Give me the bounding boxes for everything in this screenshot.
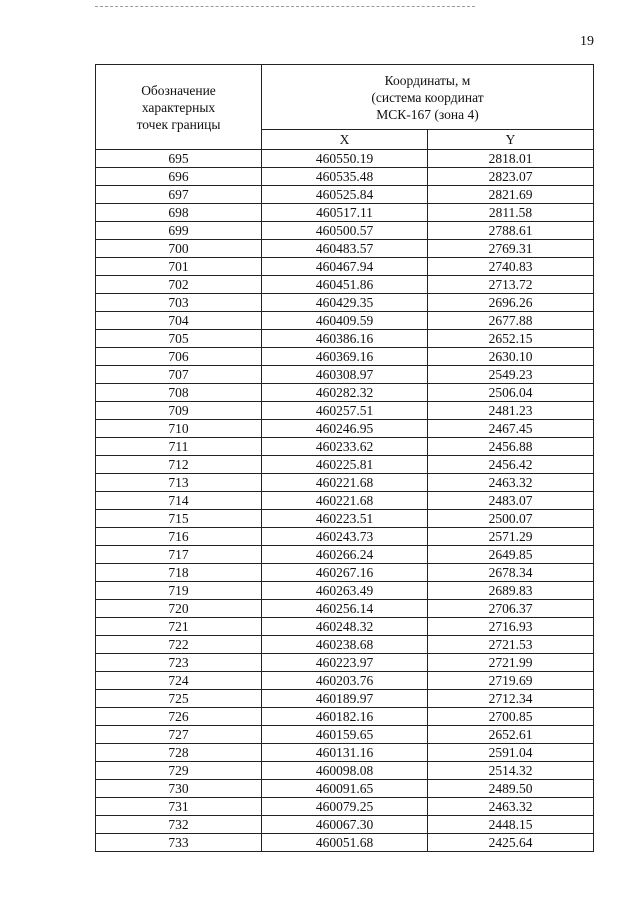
y-coordinate-cell: 2713.72 (428, 276, 594, 294)
y-coordinate-cell: 2571.29 (428, 528, 594, 546)
x-coordinate-cell: 460409.59 (262, 312, 428, 330)
point-id-cell: 697 (96, 186, 262, 204)
y-coordinate-cell: 2500.07 (428, 510, 594, 528)
point-id-cell: 704 (96, 312, 262, 330)
table-row (96, 708, 594, 726)
point-id-cell: 705 (96, 330, 262, 348)
point-id-cell: 732 (96, 816, 262, 834)
x-coordinate-cell: 460223.51 (262, 510, 428, 528)
table-row (96, 276, 594, 294)
table-row (96, 726, 594, 744)
header-points (96, 65, 262, 150)
point-id-cell: 731 (96, 798, 262, 816)
x-coordinate-cell: 460248.32 (262, 618, 428, 636)
point-id-cell: 712 (96, 456, 262, 474)
y-coordinate-cell: 2652.61 (428, 726, 594, 744)
table-row (96, 636, 594, 654)
table-row (96, 384, 594, 402)
point-id-cell: 702 (96, 276, 262, 294)
table-row (96, 600, 594, 618)
point-id-cell: 716 (96, 528, 262, 546)
y-coordinate-cell: 2721.99 (428, 654, 594, 672)
x-coordinate-cell: 460159.65 (262, 726, 428, 744)
x-coordinate-cell: 460091.65 (262, 780, 428, 798)
x-coordinate-cell: 460131.16 (262, 744, 428, 762)
y-coordinate-cell: 2463.32 (428, 474, 594, 492)
y-coordinate-cell: 2719.69 (428, 672, 594, 690)
table-row (96, 438, 594, 456)
point-id-cell: 708 (96, 384, 262, 402)
point-id-cell: 700 (96, 240, 262, 258)
y-coordinate-cell: 2716.93 (428, 618, 594, 636)
x-coordinate-cell: 460467.94 (262, 258, 428, 276)
page-number: 19 (580, 34, 594, 49)
point-id-cell: 720 (96, 600, 262, 618)
point-id-cell: 703 (96, 294, 262, 312)
y-coordinate-cell: 2506.04 (428, 384, 594, 402)
x-coordinate-cell: 460256.14 (262, 600, 428, 618)
point-id-cell: 711 (96, 438, 262, 456)
y-coordinate-cell: 2769.31 (428, 240, 594, 258)
header-points-line-1: Обозначение (141, 82, 216, 98)
point-id-cell: 717 (96, 546, 262, 564)
x-coordinate-cell: 460223.97 (262, 654, 428, 672)
y-coordinate-cell: 2678.34 (428, 564, 594, 582)
point-id-cell: 725 (96, 690, 262, 708)
table-row (96, 834, 594, 852)
point-id-cell: 710 (96, 420, 262, 438)
y-coordinate-cell: 2696.26 (428, 294, 594, 312)
table-row (96, 672, 594, 690)
table-row (96, 420, 594, 438)
x-coordinate-cell: 460282.32 (262, 384, 428, 402)
point-id-cell: 698 (96, 204, 262, 222)
x-coordinate-cell: 460079.25 (262, 798, 428, 816)
y-coordinate-cell: 2481.23 (428, 402, 594, 420)
point-id-cell: 707 (96, 366, 262, 384)
table-row (96, 654, 594, 672)
point-id-cell: 709 (96, 402, 262, 420)
table-row (96, 348, 594, 366)
x-coordinate-cell: 460246.95 (262, 420, 428, 438)
table-row (96, 150, 594, 168)
x-coordinate-cell: 460203.76 (262, 672, 428, 690)
y-coordinate-cell: 2630.10 (428, 348, 594, 366)
y-coordinate-cell: 2700.85 (428, 708, 594, 726)
point-id-cell: 728 (96, 744, 262, 762)
y-coordinate-cell: 2591.04 (428, 744, 594, 762)
y-coordinate-cell: 2483.07 (428, 492, 594, 510)
table-row (96, 402, 594, 420)
x-coordinate-cell: 460308.97 (262, 366, 428, 384)
point-id-cell: 730 (96, 780, 262, 798)
x-coordinate-cell: 460451.86 (262, 276, 428, 294)
x-coordinate-cell: 460517.11 (262, 204, 428, 222)
table-row (96, 816, 594, 834)
x-coordinate-cell: 460233.62 (262, 438, 428, 456)
point-id-cell: 724 (96, 672, 262, 690)
table-row (96, 528, 594, 546)
table-row (96, 474, 594, 492)
table-row (96, 240, 594, 258)
x-coordinate-cell: 460221.68 (262, 474, 428, 492)
point-id-cell: 714 (96, 492, 262, 510)
y-coordinate-cell: 2456.42 (428, 456, 594, 474)
table-row (96, 690, 594, 708)
x-coordinate-cell: 460500.57 (262, 222, 428, 240)
table-row (96, 168, 594, 186)
x-coordinate-cell: 460550.19 (262, 150, 428, 168)
header-y: Y (428, 130, 594, 150)
table-row (96, 186, 594, 204)
coordinates-table (95, 64, 594, 852)
y-coordinate-cell: 2489.50 (428, 780, 594, 798)
y-coordinate-cell: 2721.53 (428, 636, 594, 654)
header-points-line-3: точек границы (136, 116, 221, 132)
table-row (96, 456, 594, 474)
x-coordinate-cell: 460243.73 (262, 528, 428, 546)
y-coordinate-cell: 2811.58 (428, 204, 594, 222)
table-row (96, 762, 594, 780)
x-coordinate-cell: 460225.81 (262, 456, 428, 474)
header-coordinates (262, 65, 594, 130)
y-coordinate-cell: 2652.15 (428, 330, 594, 348)
x-coordinate-cell: 460267.16 (262, 564, 428, 582)
x-coordinate-cell: 460483.57 (262, 240, 428, 258)
y-coordinate-cell: 2456.88 (428, 438, 594, 456)
point-id-cell: 721 (96, 618, 262, 636)
table-row (96, 510, 594, 528)
table-row (96, 798, 594, 816)
y-coordinate-cell: 2712.34 (428, 690, 594, 708)
y-coordinate-cell: 2514.32 (428, 762, 594, 780)
table-row (96, 312, 594, 330)
y-coordinate-cell: 2823.07 (428, 168, 594, 186)
table-row (96, 744, 594, 762)
point-id-cell: 695 (96, 150, 262, 168)
table-row (96, 582, 594, 600)
x-coordinate-cell: 460386.16 (262, 330, 428, 348)
table-header (96, 65, 594, 150)
y-coordinate-cell: 2448.15 (428, 816, 594, 834)
header-coordinates-line-1: Координаты, м (384, 72, 471, 88)
x-coordinate-cell: 460369.16 (262, 348, 428, 366)
x-coordinate-cell: 460263.49 (262, 582, 428, 600)
point-id-cell: 733 (96, 834, 262, 852)
table-row (96, 546, 594, 564)
y-coordinate-cell: 2821.69 (428, 186, 594, 204)
y-coordinate-cell: 2467.45 (428, 420, 594, 438)
table-row (96, 564, 594, 582)
header-coordinates-line-3: МСК-167 (зона 4) (376, 106, 479, 122)
table-row (96, 618, 594, 636)
table-row (96, 258, 594, 276)
y-coordinate-cell: 2706.37 (428, 600, 594, 618)
header-points-line-2: характерных (141, 99, 216, 115)
y-coordinate-cell: 2788.61 (428, 222, 594, 240)
x-coordinate-cell: 460182.16 (262, 708, 428, 726)
point-id-cell: 723 (96, 654, 262, 672)
point-id-cell: 729 (96, 762, 262, 780)
y-coordinate-cell: 2425.64 (428, 834, 594, 852)
header-x: X (262, 130, 428, 150)
x-coordinate-cell: 460535.48 (262, 168, 428, 186)
table-row (96, 294, 594, 312)
point-id-cell: 699 (96, 222, 262, 240)
x-coordinate-cell: 460266.24 (262, 546, 428, 564)
x-coordinate-cell: 460238.68 (262, 636, 428, 654)
point-id-cell: 696 (96, 168, 262, 186)
y-coordinate-cell: 2740.83 (428, 258, 594, 276)
table-row (96, 492, 594, 510)
table-row (96, 366, 594, 384)
point-id-cell: 706 (96, 348, 262, 366)
point-id-cell: 727 (96, 726, 262, 744)
point-id-cell: 713 (96, 474, 262, 492)
x-coordinate-cell: 460189.97 (262, 690, 428, 708)
table-body (96, 150, 594, 852)
point-id-cell: 715 (96, 510, 262, 528)
table-row (96, 330, 594, 348)
table-row (96, 222, 594, 240)
y-coordinate-cell: 2818.01 (428, 150, 594, 168)
header-coordinates-line-2: (система координат (371, 89, 484, 105)
y-coordinate-cell: 2549.23 (428, 366, 594, 384)
x-coordinate-cell: 460257.51 (262, 402, 428, 420)
table-row (96, 780, 594, 798)
y-coordinate-cell: 2649.85 (428, 546, 594, 564)
point-id-cell: 701 (96, 258, 262, 276)
top-scan-rule (95, 6, 475, 7)
x-coordinate-cell: 460429.35 (262, 294, 428, 312)
table-row (96, 204, 594, 222)
y-coordinate-cell: 2689.83 (428, 582, 594, 600)
x-coordinate-cell: 460525.84 (262, 186, 428, 204)
x-coordinate-cell: 460221.68 (262, 492, 428, 510)
x-coordinate-cell: 460098.08 (262, 762, 428, 780)
y-coordinate-cell: 2463.32 (428, 798, 594, 816)
x-coordinate-cell: 460051.68 (262, 834, 428, 852)
point-id-cell: 719 (96, 582, 262, 600)
y-coordinate-cell: 2677.88 (428, 312, 594, 330)
point-id-cell: 722 (96, 636, 262, 654)
point-id-cell: 718 (96, 564, 262, 582)
point-id-cell: 726 (96, 708, 262, 726)
x-coordinate-cell: 460067.30 (262, 816, 428, 834)
